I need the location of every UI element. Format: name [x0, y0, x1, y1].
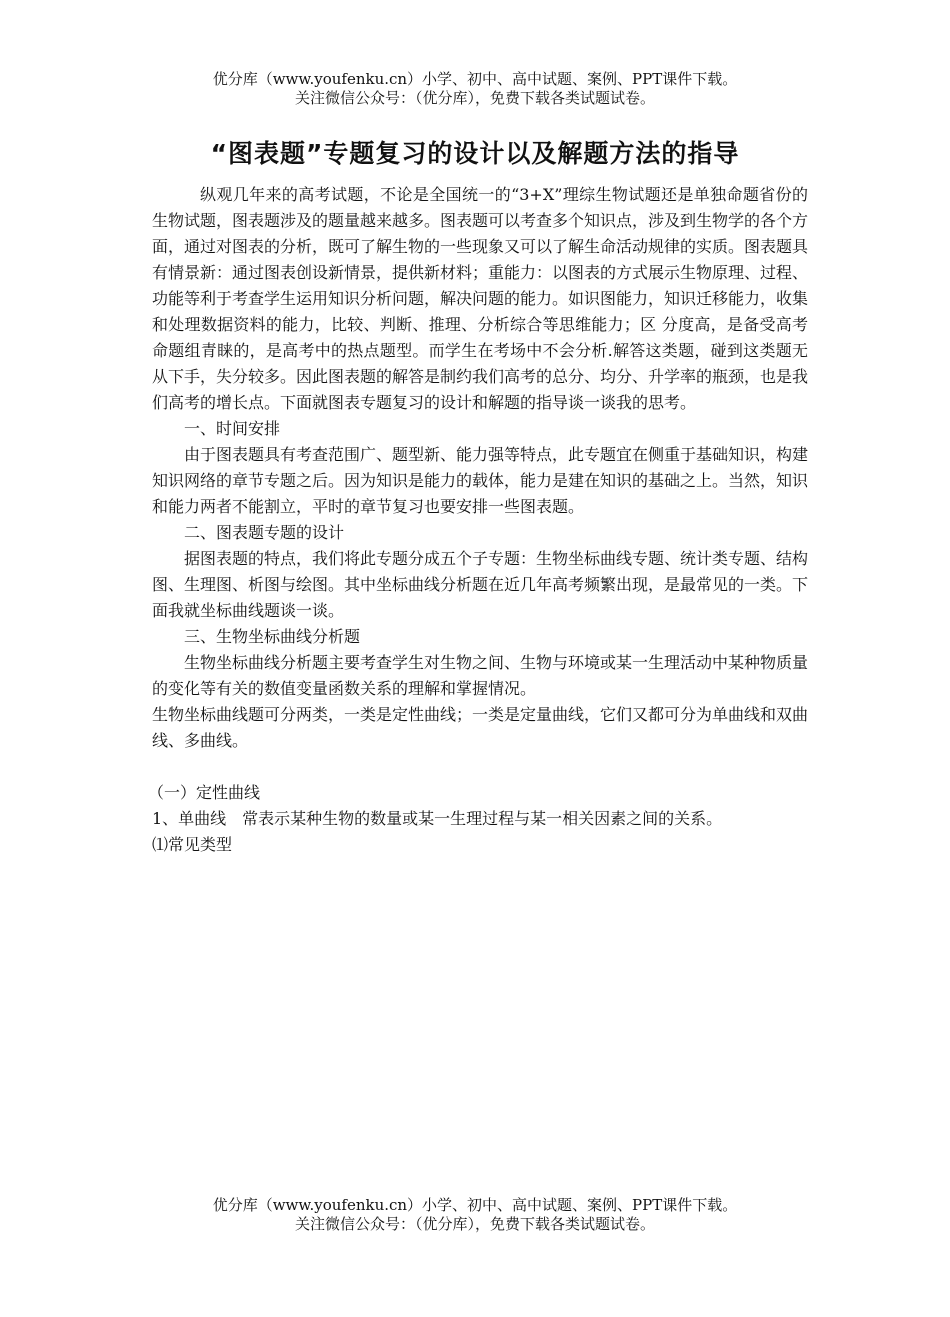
- footer-line-2: 关注微信公众号：（优分库），免费下载各类试题试卷。: [294, 1215, 655, 1233]
- section-paragraph-1: 由于图表题具有考查范围广、题型新、能力强等特点，此专题宜在侧重于基础知识，构建知识网络的章节专题之后。因为知识是能力的载体，能力是建在知识的基础之上。当然，知识和能力两者不能割立，平时的章节复习也要安排一些图表题。: [152, 445, 809, 516]
- page-header: [0, 70, 950, 108]
- page-footer: [0, 1196, 950, 1234]
- subsection-heading: （一）定性曲线: [148, 783, 261, 802]
- document-body: [148, 182, 809, 858]
- section-heading-1: 一、时间安排: [184, 419, 281, 438]
- document-title: “图表题”专题复习的设计以及解题方法的指导: [210, 139, 740, 168]
- section-paragraph-2: 据图表题的特点，我们将此专题分成五个子专题：生物坐标曲线专题、统计类专题、结构图、生理图、析图与绘图。其中坐标曲线分析题在近几年高考频繁出现，是最常见的一类。下面我就坐标曲线题谈一谈。: [152, 549, 809, 620]
- footer-line-1: 优分库（www.youfenku.cn）小学、初中、高中试题、案例、PPT课件下载。: [212, 1196, 738, 1214]
- subsection-item-2: ⑴常见类型: [152, 835, 233, 854]
- section-heading-2: 二、图表题专题的设计: [184, 523, 345, 542]
- section-heading-3: 三、生物坐标曲线分析题: [184, 627, 361, 646]
- header-line-2: 关注微信公众号：（优分库），免费下载各类试题试卷。: [294, 89, 655, 107]
- intro-paragraph: 纵观几年来的高考试题，不论是全国统一的“3+X”理综生物试题还是单独命题省份的生物试题，图表题涉及的题量越来越多。图表题可以考查多个知识点，涉及到生物学的各个方面，通过对图表的分析，既可了解生物的一些现象又可以了解生命活动规律的实质。图表题具有情景新：通过图表创设新情景，提供新材料；重能力：以图表的方式展示生物原理、过程、功能等利于考查学生运用知识分析问题，解决问题的能力。如识图能力，知识迁移能力，收集和处理数据资料的能力，比较、判断、推理、分析综合等思维能力；区 分度高，是备受高考命题组青睐的，是高考中的热点题型。而学生在考场中不会分析.解答这类题，碰到这类题无从下手，失分较多。因此图表题的解答是制约我们高考的总分、均分、升学率的瓶颈，也是我们高考的增长点。下面就图表专题复习的设计和解题的指导谈一谈我的思考。: [152, 185, 809, 412]
- section-paragraph-3b: 生物坐标曲线题可分两类，一类是定性曲线；一类是定量曲线，它们又都可分为单曲线和双曲线、多曲线。: [152, 705, 809, 750]
- section-paragraph-3: 生物坐标曲线分析题主要考查学生对生物之间、生物与环境或某一生理活动中某种物质量的变化等有关的数值变量函数关系的理解和掌握情况。: [152, 653, 809, 698]
- blank-line: [152, 754, 808, 780]
- header-line-1: 优分库（www.youfenku.cn）小学、初中、高中试题、案例、PPT课件下载。: [212, 70, 738, 88]
- subsection-item-1: 1、单曲线 常表示某种生物的数量或某一生理过程与某一相关因素之间的关系。: [152, 809, 723, 828]
